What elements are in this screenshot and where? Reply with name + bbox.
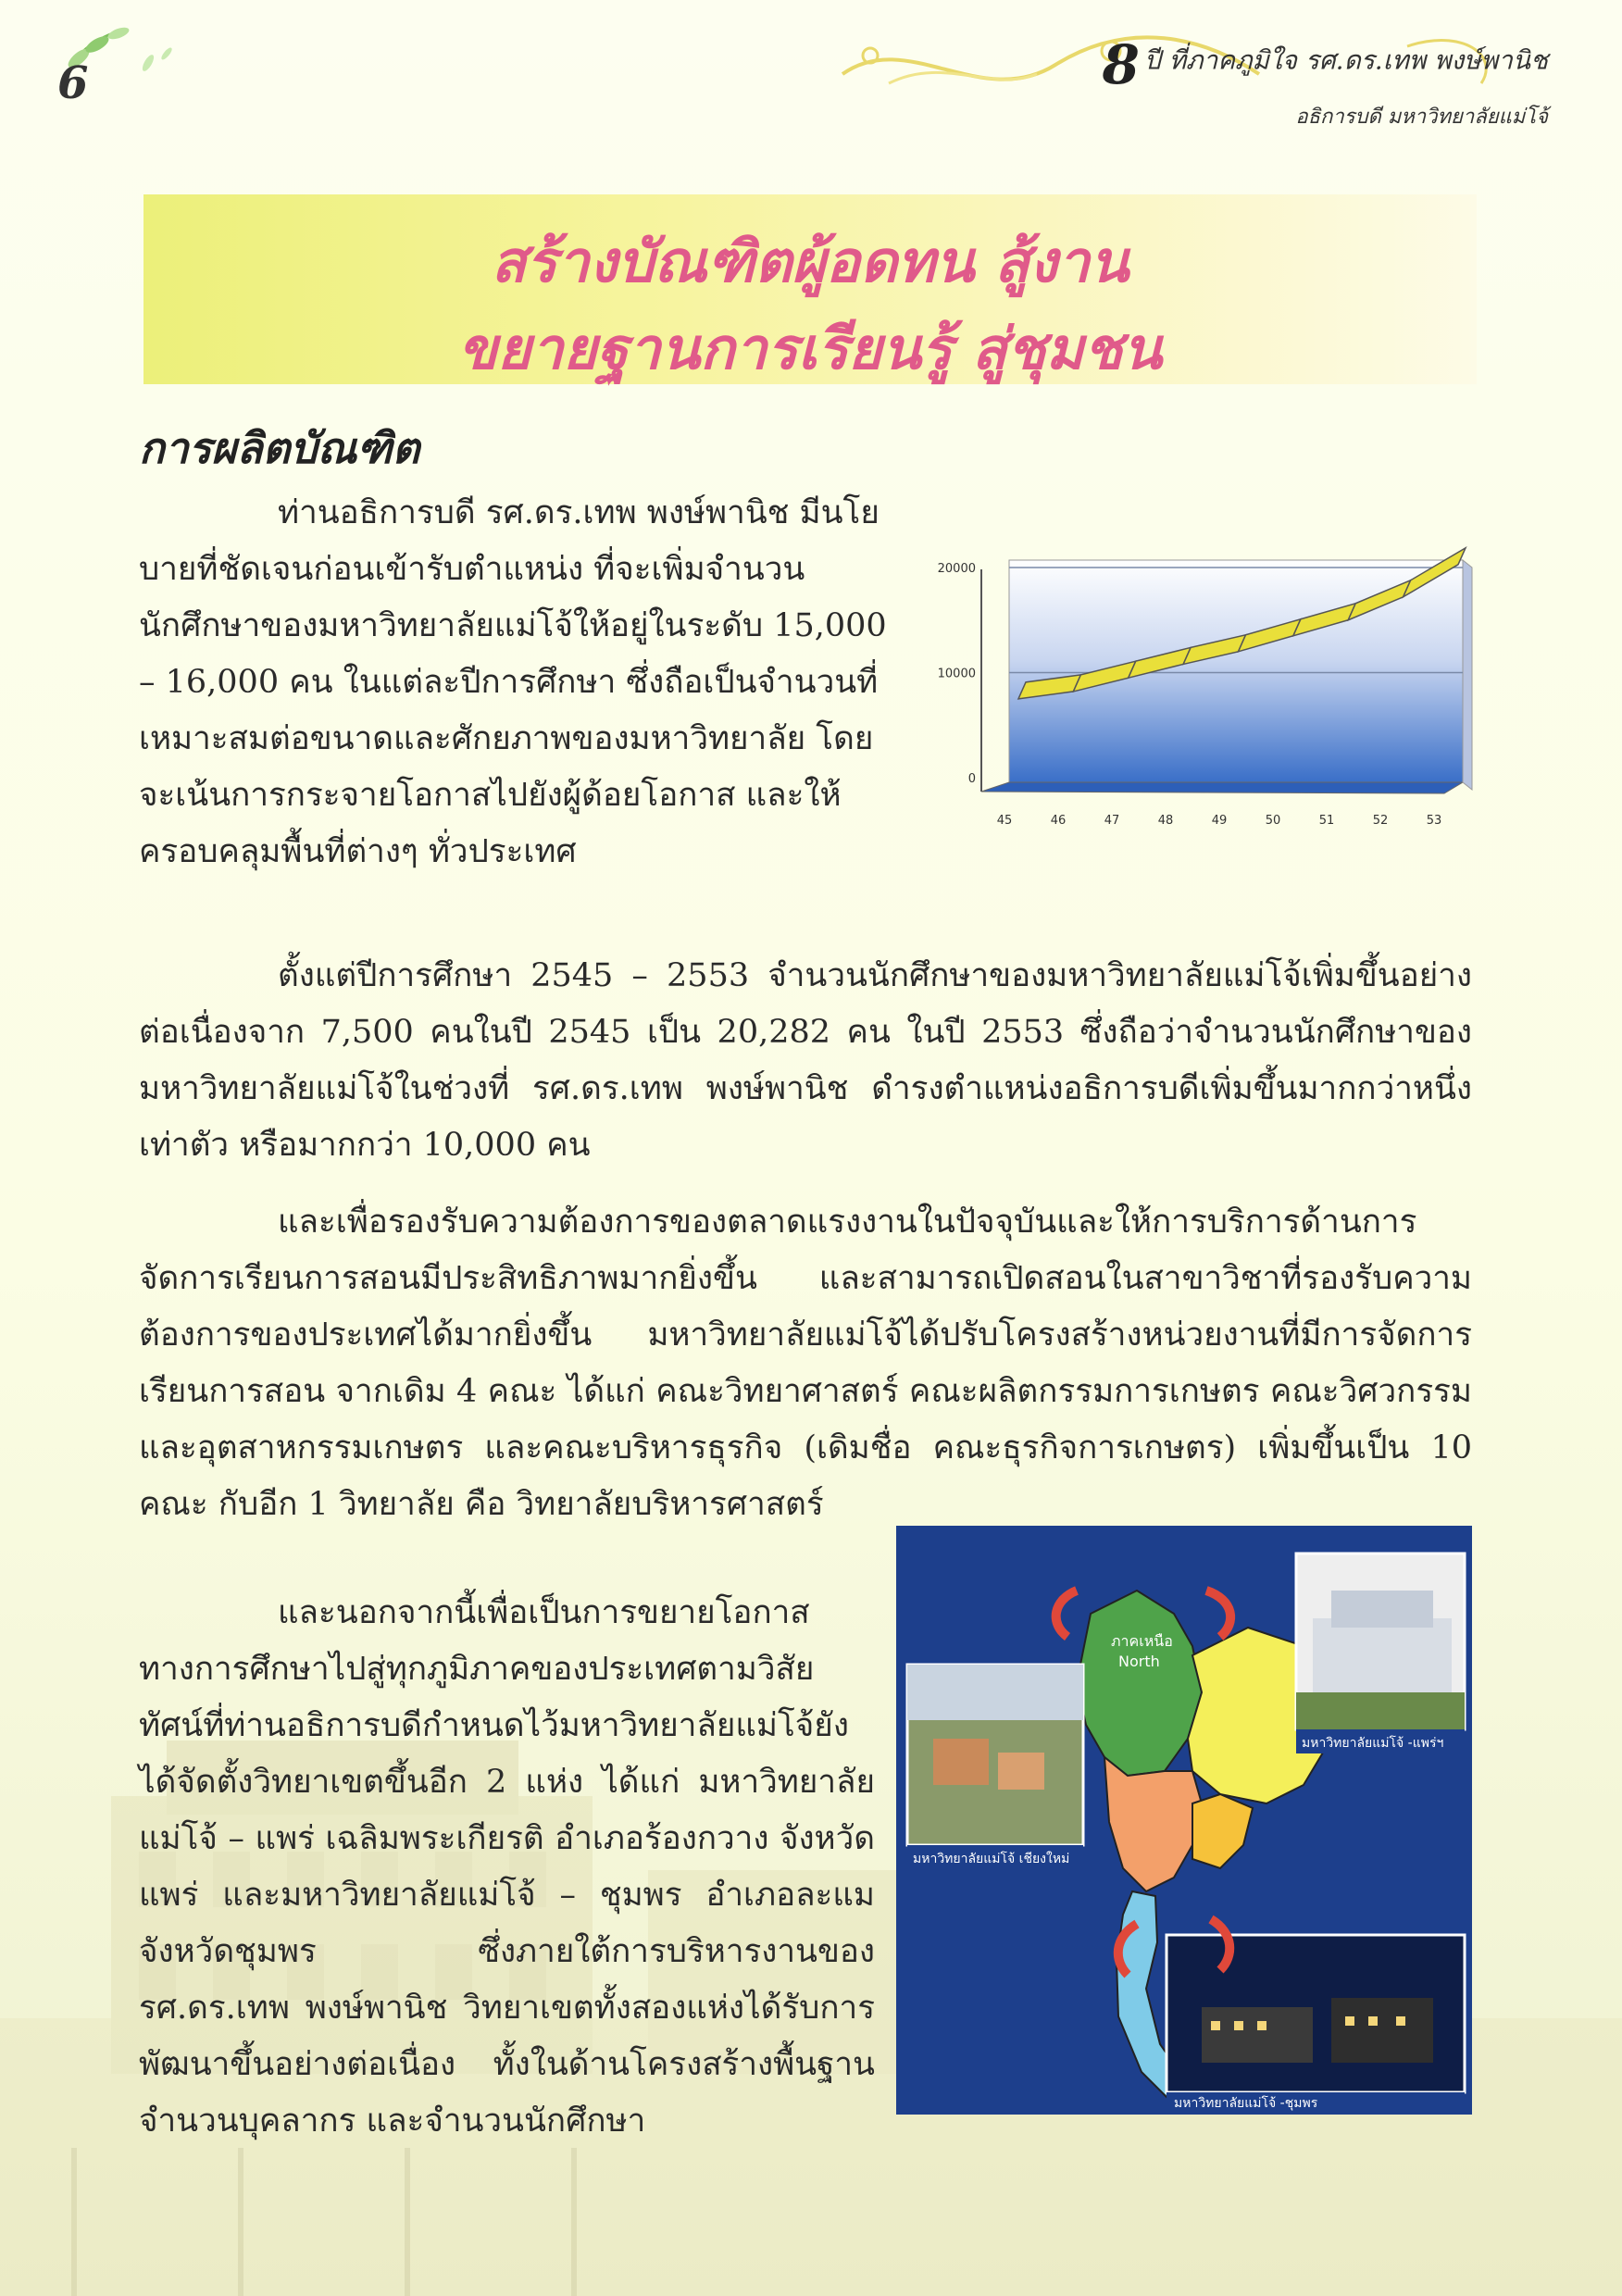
paragraph-4-text: และนอกจากนี้เพื่อเป็นการขยายโอกาสทางการศึกษาไปสู่ทุกภูมิภาคของประเทศตามวิสัยทัศน์ที่ท่านอธิการบดีกำหนดไว้มหาวิทยาลัยแม่โจ้ยังได้จัดตั้งวิทยาเขตขึ้นอีก 2 แห่ง ได้แก่ มหาวิทยาลัยแม่โจ้ – แพร่ เฉลิมพระเกียรติ อำเภอร้องกวาง จังหวัดแพร่ และมหาวิทยาลัยแม่โจ้ – ชุมพร อำเภอละแม จังหวัดชุมพร ซึ่งภายใต้การบริหารงานของ รศ.ดร.เทพ พงษ์พานิช วิทยาเขตทั้งสองแห่งได้รับการพัฒนาขึ้นอย่างต่อเนื่อง ทั้งในด้านโครงสร้างพื้นฐาน จำนวนบุคลากร และจำนวนนักศึกษา: [139, 1594, 875, 2140]
chart-x-tick-label: 50: [1265, 814, 1281, 828]
chart-x-tick-label: 45: [996, 814, 1013, 828]
paragraph-3: [139, 1194, 1472, 1533]
chart-x-tick-label: 48: [1157, 814, 1174, 828]
paragraph-2-text: ตั้งแต่ปีการศึกษา 2545 – 2553 จำนวนนักศึกษาของมหาวิทยาลัยแม่โจ้เพิ่มขึ้นอย่างต่อเนื่องจาก 7,500 คนในปี 2545 เป็น 20,282 คน ในปี 2553 ซึ่งถือว่าจำนวนนักศึกษาของมหาวิทยาลัยแม่โจ้ในช่วงที่ รศ.ดร.เทพ พงษ์พานิช ดำรงตำแหน่งอธิการบดีเพิ่มขึ้นมากกว่าหนึ่งเท่าตัว หรือมากกว่า 10,000 คน: [139, 957, 1472, 1164]
banner-title-line-1: สร้างบัณฑิตผู้อดทน สู้งาน: [491, 228, 1129, 295]
header-title: ปี ที่ภาคภูมิใจ รศ.ดร.เทพ พงษ์พานิช: [1143, 44, 1548, 76]
banner-title-line-2: ขยายฐานการเรียนรู้ สู่ชุมชน: [457, 315, 1163, 382]
page-number: 6: [57, 57, 89, 109]
photo-phrae-campus: [1296, 1554, 1465, 1753]
campus-map-illustration: [896, 1526, 1472, 2115]
running-header: [1102, 33, 1548, 132]
chart-right-wall: [1463, 560, 1472, 790]
paragraph-4: [139, 1585, 875, 2150]
photo-chiangmai-campus: [907, 1665, 1083, 1869]
chart-x-ticks: [997, 814, 1442, 828]
chart-x-tick-label: 53: [1426, 814, 1442, 828]
caption-chumphon: มหาวิทยาลัยแม่โจ้ -ชุมพร: [1174, 2096, 1318, 2111]
photo-chumphon-campus: [1167, 1935, 1465, 2113]
paragraph-3-text: และเพื่อรองรับความต้องการของตลาดแรงงานในปัจจุบันและให้การบริการด้านการจัดการเรียนการสอนมีประสิทธิภาพมากยิ่งขึ้น และสามารถเปิดสอนในสาขาวิชาที่รองรับความต้องการของประเทศได้มากยิ่งขึ้น มหาวิทยาลัยแม่โจ้ได้ปรับโครงสร้างหน่วยงานที่มีการจัดการเรียนการสอน จากเดิม 4 คณะ ได้แก่ คณะวิทยาศาสตร์ คณะผลิตกรรมการเกษตร คณะวิศวกรรมและอุตสาหกรรมเกษตร และคณะบริหารธุรกิจ (เดิมชื่อ คณะธุรกิจการเกษตร) เพิ่มขึ้นเป็น 10 คณะ กับอีก 1 วิทยาลัย คือ วิทยาลัยบริหารศาสตร์: [139, 1204, 1472, 1523]
chart-floor: [981, 782, 1463, 793]
chart-y-tick-label: 0: [967, 772, 976, 786]
caption-phrae: มหาวิทยาลัยแม่โจ้ -แพร่ฯ: [1302, 1736, 1444, 1751]
chart-y-tick-label: 10000: [937, 667, 976, 681]
enrollment-chart: [926, 542, 1481, 861]
paragraph-1-text: ท่านอธิการบดี รศ.ดร.เทพ พงษ์พานิช มีนโยบายที่ชัดเจนก่อนเข้ารับตำแหน่ง ที่จะเพิ่มจำนวนนักศึกษาของมหาวิทยาลัยแม่โจ้ให้อยู่ในระดับ 15,000 – 16,000 คน ในแต่ละปีการศึกษา ซึ่งถือเป็นจำนวนที่เหมาะสมต่อขนาดและศักยภาพของมหาวิทยาลัย โดยจะเน้นการกระจายโอกาสไปยังผู้ด้อยโอกาส และให้ครอบคลุมพื้นที่ต่างๆ ทั่วประเทศ: [139, 494, 887, 870]
header-subtitle: อธิการบดี มหาวิทยาลัยแม่โจ้: [1295, 106, 1548, 129]
chart-x-tick-label: 47: [1104, 814, 1120, 828]
chart-x-tick-label: 51: [1318, 814, 1335, 828]
section-heading: การผลิตบัณฑิต: [139, 423, 420, 473]
chart-x-tick-label: 52: [1372, 814, 1389, 828]
caption-chiangmai: มหาวิทยาลัยแม่โจ้ เชียงใหม่: [913, 1852, 1070, 1866]
chart-y-tick-label: 20000: [937, 562, 976, 576]
paragraph-2: [139, 948, 1472, 1174]
header-years-number: 8: [1102, 33, 1140, 96]
chart-y-ticks: [938, 562, 976, 786]
map-label-north-th: ภาคเหนือ: [1111, 1632, 1173, 1650]
map-label-north-en: North: [1118, 1653, 1160, 1670]
paragraph-1: [139, 485, 907, 880]
title-banner: [143, 194, 1477, 384]
chart-x-tick-label: 46: [1050, 814, 1067, 828]
chart-x-tick-label: 49: [1211, 814, 1228, 828]
